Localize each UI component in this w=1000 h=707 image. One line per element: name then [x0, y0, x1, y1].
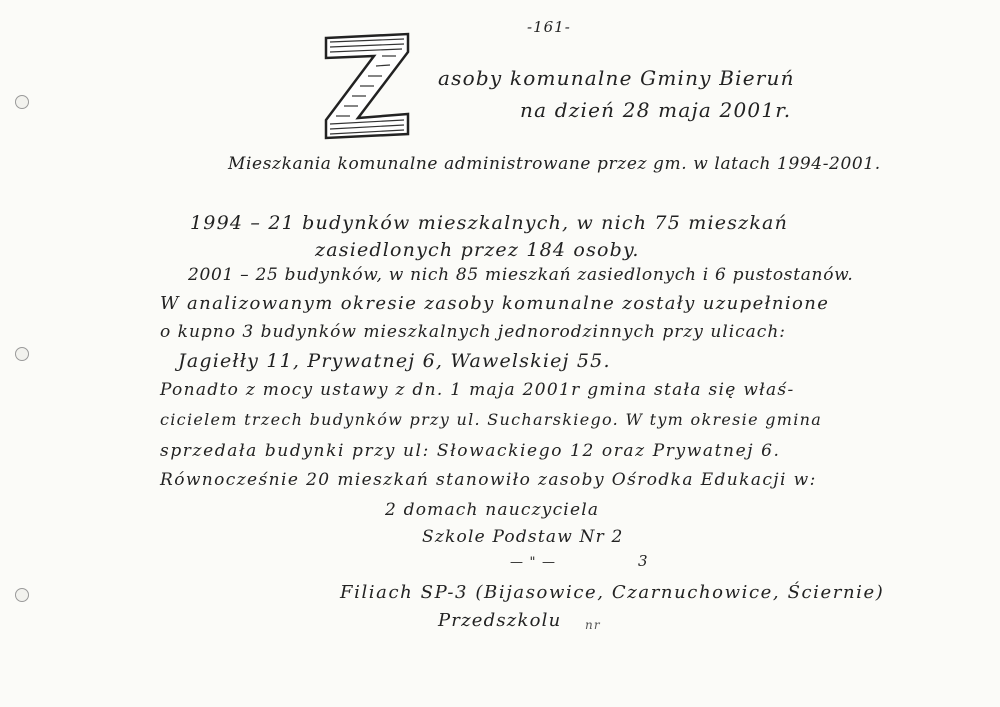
title-line-1: asoby komunalne Gminy Bieruń	[438, 66, 795, 90]
page-number: -161-	[527, 18, 571, 36]
body-line: o kupno 3 budynków mieszkalnych jednorodzinnych przy ulicach:	[160, 322, 786, 342]
decorative-initial-z	[322, 30, 412, 142]
body-line: 2001 – 25 budynków, w nich 85 mieszkań zasiedlonych i 6 pustostanów.	[188, 265, 854, 285]
list-item: Przedszkolu	[438, 610, 562, 631]
body-line: Ponadto z mocy ustawy z dn. 1 maja 2001r gmina stała się właś-	[160, 380, 795, 400]
ditto-mark: — " —	[510, 555, 557, 570]
binder-hole	[15, 588, 29, 602]
count-number: 3	[638, 552, 649, 570]
subtitle: Mieszkania komunalne administrowane przez gm. w latach 1994-2001.	[228, 154, 881, 174]
body-line: cicielem trzech budynków przy ul. Sucharskiego. W tym okresie gmina	[160, 410, 823, 429]
body-line: Równocześnie 20 mieszkań stanowiło zasoby Ośrodka Edukacji w:	[160, 470, 817, 490]
list-item: Filiach SP-3 (Bijasowice, Czarnuchowice, Ściernie)	[340, 582, 885, 603]
list-item: 2 domach nauczyciela	[385, 500, 600, 520]
title-line-2: na dzień 28 maja 2001r.	[520, 98, 792, 122]
body-line: Jagiełły 11, Prywatnej 6, Wawelskiej 55.	[178, 350, 611, 372]
body-line: W analizowanym okresie zasoby komunalne zostały uzupełnione	[160, 293, 830, 314]
body-line: 1994 – 21 budynków mieszkalnych, w nich 75 mieszkań	[190, 212, 789, 234]
list-item-suffix: nr	[585, 618, 601, 632]
list-item: Szkole Podstaw Nr 2	[422, 527, 624, 547]
binder-hole	[15, 347, 29, 361]
body-line: sprzedała budynki przy ul: Słowackiego 12 oraz Prywatnej 6.	[160, 441, 781, 461]
body-line: zasiedlonych przez 184 osoby.	[315, 239, 640, 261]
binder-hole	[15, 95, 29, 109]
